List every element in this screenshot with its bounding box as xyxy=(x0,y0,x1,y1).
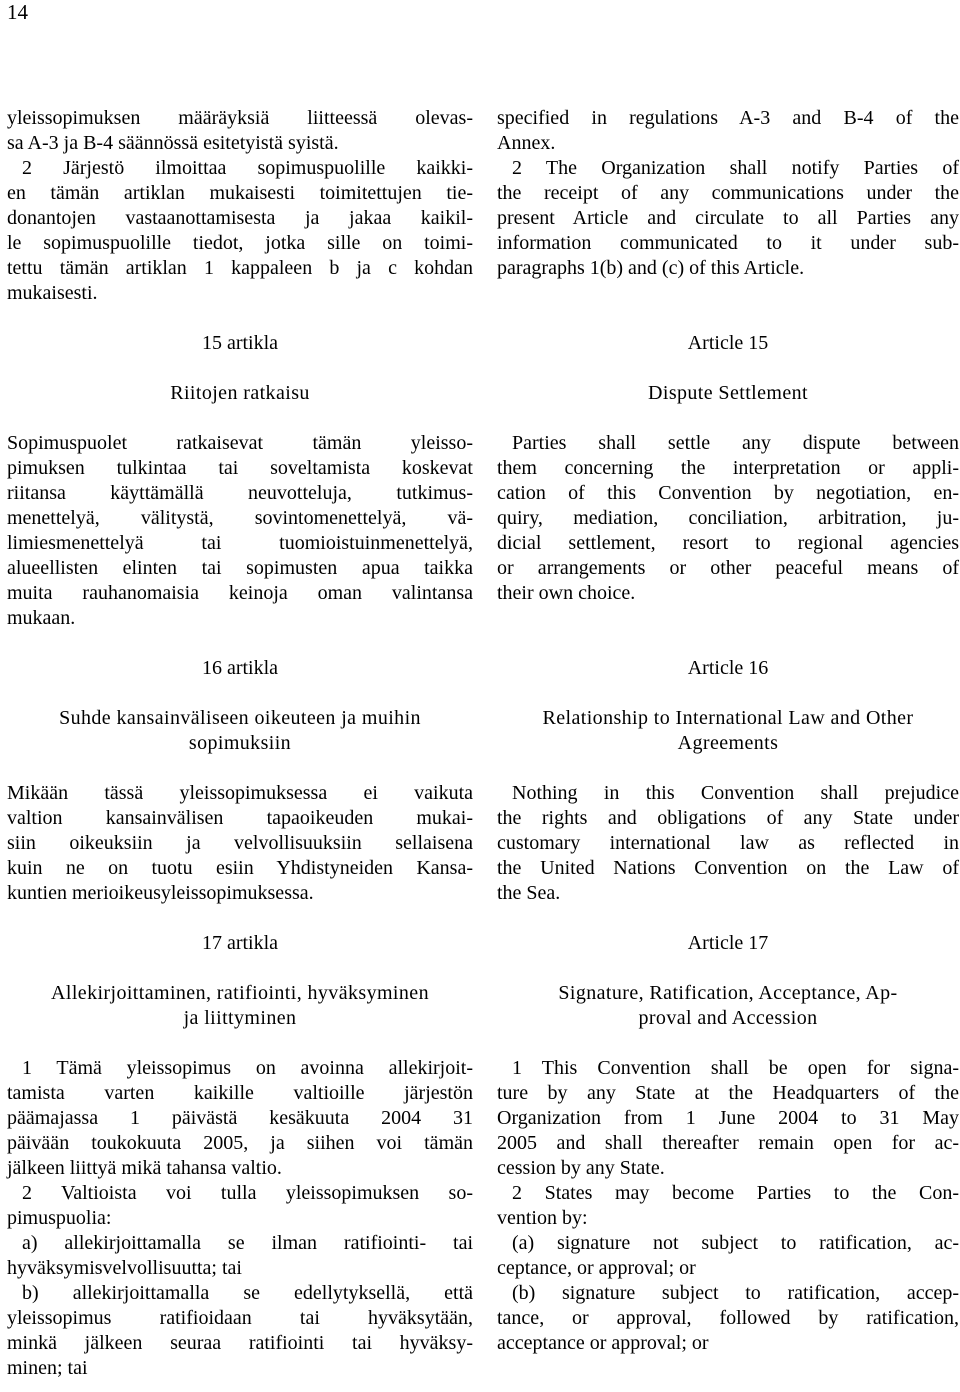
text-line: mukaisesti. xyxy=(7,282,98,304)
spacer xyxy=(7,681,473,706)
spacer xyxy=(497,906,959,931)
text-line: Sopimuspuolet ratkaisevat tämän yleisso- xyxy=(7,432,473,454)
article-caption xyxy=(497,981,959,1031)
text-line: (b) signature subject to ratification, accep- xyxy=(512,1282,959,1304)
article-caption xyxy=(497,706,959,756)
article-heading xyxy=(497,931,959,956)
text-line: 2 States may become Parties to the Con- xyxy=(512,1182,959,1204)
text-line: pimuspuolia: xyxy=(7,1207,112,1229)
paragraph xyxy=(7,781,473,906)
text-line: 2 The Organization shall notify Parties of xyxy=(512,157,959,179)
text-line: 16 artikla xyxy=(201,657,279,679)
paragraph xyxy=(7,106,473,156)
text-line: 15 artikla xyxy=(201,332,279,354)
text-line: Nothing in this Convention shall prejudice xyxy=(512,782,959,804)
spacer xyxy=(497,1031,959,1056)
text-line: tettu tämän artiklan 1 kappaleen b ja c kohdan xyxy=(7,257,473,279)
article-heading xyxy=(7,931,473,956)
text-line: ture by any State at the Headquarters of the xyxy=(497,1082,959,1104)
text-line: tance, or approval, followed by ratification, xyxy=(497,1307,959,1329)
text-line: a) allekirjoittamalla se ilman ratifiointi- tai xyxy=(22,1232,473,1254)
text-line: 2005 and shall thereafter remain open for ac- xyxy=(497,1132,959,1154)
paragraph xyxy=(7,1181,473,1231)
spacer xyxy=(7,756,473,781)
text-line: cation of this Convention by negotiation, en- xyxy=(497,482,959,504)
text-line: b) allekirjoittamalla se edellytyksellä, että xyxy=(22,1282,473,1304)
text-line: information communicated to it under sub- xyxy=(497,232,959,254)
column-finnish xyxy=(7,106,473,1381)
column-english xyxy=(497,106,959,1356)
text-line: specified in regulations A-3 and B-4 of the xyxy=(497,107,959,129)
spacer xyxy=(7,356,473,381)
article-heading xyxy=(497,656,959,681)
text-line: cession by any State. xyxy=(497,1157,665,1179)
text-line: hyväksymisvelvollisuutta; tai xyxy=(7,1257,242,1279)
text-line: sa A-3 ja B-4 säännössä esitetyistä syistä. xyxy=(7,132,339,154)
article-caption xyxy=(7,981,473,1031)
spacer xyxy=(497,681,959,706)
text-line: their own choice. xyxy=(497,582,636,604)
paragraph xyxy=(497,106,959,156)
text-line: vention by: xyxy=(497,1207,588,1229)
text-line: customary international law as reflected in xyxy=(497,832,959,854)
text-line: donantojen vastaanottamisesta ja jakaa kaikil- xyxy=(7,207,473,229)
text-line: limiesmenettelyä tai tuomioistuinmenettelyä, xyxy=(7,532,473,554)
article-caption xyxy=(7,706,473,756)
text-line: 1 Tämä yleissopimus on avoinna allekirjoit- xyxy=(22,1057,473,1079)
text-line: Article 15 xyxy=(687,332,769,354)
text-line: Agreements xyxy=(677,732,779,754)
text-line: dicial settlement, resort to regional agencies xyxy=(497,532,959,554)
spacer xyxy=(497,281,959,306)
text-line: ceptance, or approval; or xyxy=(497,1257,696,1279)
article-heading xyxy=(497,331,959,356)
text-line: päivään toukokuuta 2005, ja siihen voi tämän xyxy=(7,1132,473,1154)
paragraph xyxy=(7,1231,473,1281)
spacer xyxy=(497,306,959,331)
text-line: 2 Järjestö ilmoittaa sopimuspuolille kaikki- xyxy=(22,157,473,179)
text-line: alueellisten elinten tai sopimusten apua taikka xyxy=(7,557,473,579)
text-line: proval and Accession xyxy=(638,1007,818,1029)
text-line: menettelyä, välitystä, sovintomenettelyä, vä- xyxy=(7,507,473,529)
spacer xyxy=(497,631,959,656)
text-line: the receipt of any communications under the xyxy=(497,182,959,204)
paragraph xyxy=(497,431,959,606)
paragraph xyxy=(497,781,959,906)
spacer xyxy=(7,1031,473,1056)
text-line: 17 artikla xyxy=(201,932,279,954)
text-line: present Article and circulate to all Parties any xyxy=(497,207,959,229)
spacer xyxy=(497,956,959,981)
article-caption xyxy=(497,381,959,406)
text-line: siin oikeuksiin ja velvollisuuksiin sellaisena xyxy=(7,832,473,854)
text-line: Allekirjoittaminen, ratifiointi, hyväksyminen xyxy=(51,982,429,1004)
paragraph xyxy=(7,1281,473,1381)
text-line: minen; tai xyxy=(7,1357,88,1379)
paragraph xyxy=(497,1181,959,1231)
text-line: yleissopimus ratifioidaan tai hyväksytään, xyxy=(7,1307,473,1329)
text-line: Dispute Settlement xyxy=(648,382,808,404)
text-line: Suhde kansainväliseen oikeuteen ja muihin xyxy=(59,707,421,729)
spacer xyxy=(497,406,959,431)
paragraph xyxy=(497,1231,959,1281)
text-line: en tämän artiklan mukaisesti toimitettujen tie- xyxy=(7,182,473,204)
spacer xyxy=(497,756,959,781)
text-line: kuntien merioikeusyleissopimuksessa. xyxy=(7,882,314,904)
spacer xyxy=(7,906,473,931)
text-line: them concerning the interpretation or appli- xyxy=(497,457,959,479)
text-line: valtion kansainvälisen tapaoikeuden mukai- xyxy=(7,807,473,829)
text-line: 1 This Convention shall be open for signa- xyxy=(512,1057,959,1079)
spacer xyxy=(7,306,473,331)
text-line: (a) signature not subject to ratification, ac- xyxy=(512,1232,959,1254)
text-line: 2 Valtioista voi tulla yleissopimuksen so- xyxy=(22,1182,473,1204)
text-line: quiry, mediation, conciliation, arbitration, ju- xyxy=(497,507,959,529)
text-line: Parties shall settle any dispute between xyxy=(512,432,959,454)
paragraph xyxy=(7,431,473,631)
text-line: Article 16 xyxy=(687,657,769,679)
text-line: Article 17 xyxy=(687,932,769,954)
text-line: mukaan. xyxy=(7,607,76,629)
text-line: Signature, Ratification, Acceptance, Ap- xyxy=(558,982,898,1004)
text-line: kuin ne on tuotu esiin Yhdistyneiden Kansa- xyxy=(7,857,473,879)
text-line: riitansa käyttämällä neuvotteluja, tutkimus- xyxy=(7,482,473,504)
paragraph xyxy=(7,1056,473,1181)
paragraph xyxy=(7,156,473,306)
text-line: the rights and obligations of any State under xyxy=(497,807,959,829)
text-line: ja liittyminen xyxy=(183,1007,297,1029)
paragraph xyxy=(497,1281,959,1356)
paragraph xyxy=(497,156,959,281)
text-line: Mikään tässä yleissopimuksessa ei vaikuta xyxy=(7,782,473,804)
spacer xyxy=(497,356,959,381)
text-line: le sopimuspuolille tiedot, jotka sille on toimi- xyxy=(7,232,473,254)
text-line: Annex. xyxy=(497,132,556,154)
text-line: tamista varten kaikille valtioille järjestön xyxy=(7,1082,473,1104)
text-line: Riitojen ratkaisu xyxy=(170,382,310,404)
text-line: paragraphs 1(b) and (c) of this Article. xyxy=(497,257,805,279)
text-line: acceptance or approval; or xyxy=(497,1332,709,1354)
text-line: yleissopimuksen määräyksiä liitteessä olevas- xyxy=(7,107,473,129)
text-line: minkä jälkeen seuraa ratifiointi tai hyväksy- xyxy=(7,1332,473,1354)
spacer xyxy=(7,631,473,656)
text-line: Organization from 1 June 2004 to 31 May xyxy=(497,1107,959,1129)
spacer xyxy=(497,606,959,631)
text-line: päämajassa 1 päivästä kesäkuuta 2004 31 xyxy=(7,1107,473,1129)
spacer xyxy=(7,956,473,981)
text-line: pimuksen tulkintaa tai soveltamista koskevat xyxy=(7,457,473,479)
text-line: the United Nations Convention on the Law of xyxy=(497,857,959,879)
paragraph xyxy=(497,1056,959,1181)
text-line: sopimuksiin xyxy=(188,732,292,754)
article-caption xyxy=(7,381,473,406)
spacer xyxy=(7,406,473,431)
article-heading xyxy=(7,331,473,356)
text-line: or arrangements or other peaceful means of xyxy=(497,557,959,579)
text-line: jälkeen liittyä mikä tahansa valtio. xyxy=(7,1157,282,1179)
page-number: 14 xyxy=(7,0,28,24)
text-line: muita rauhanomaisia keinoja oman valintansa xyxy=(7,582,473,604)
text-line: Relationship to International Law and Other xyxy=(542,707,914,729)
text-line: the Sea. xyxy=(497,882,561,904)
article-heading xyxy=(7,656,473,681)
